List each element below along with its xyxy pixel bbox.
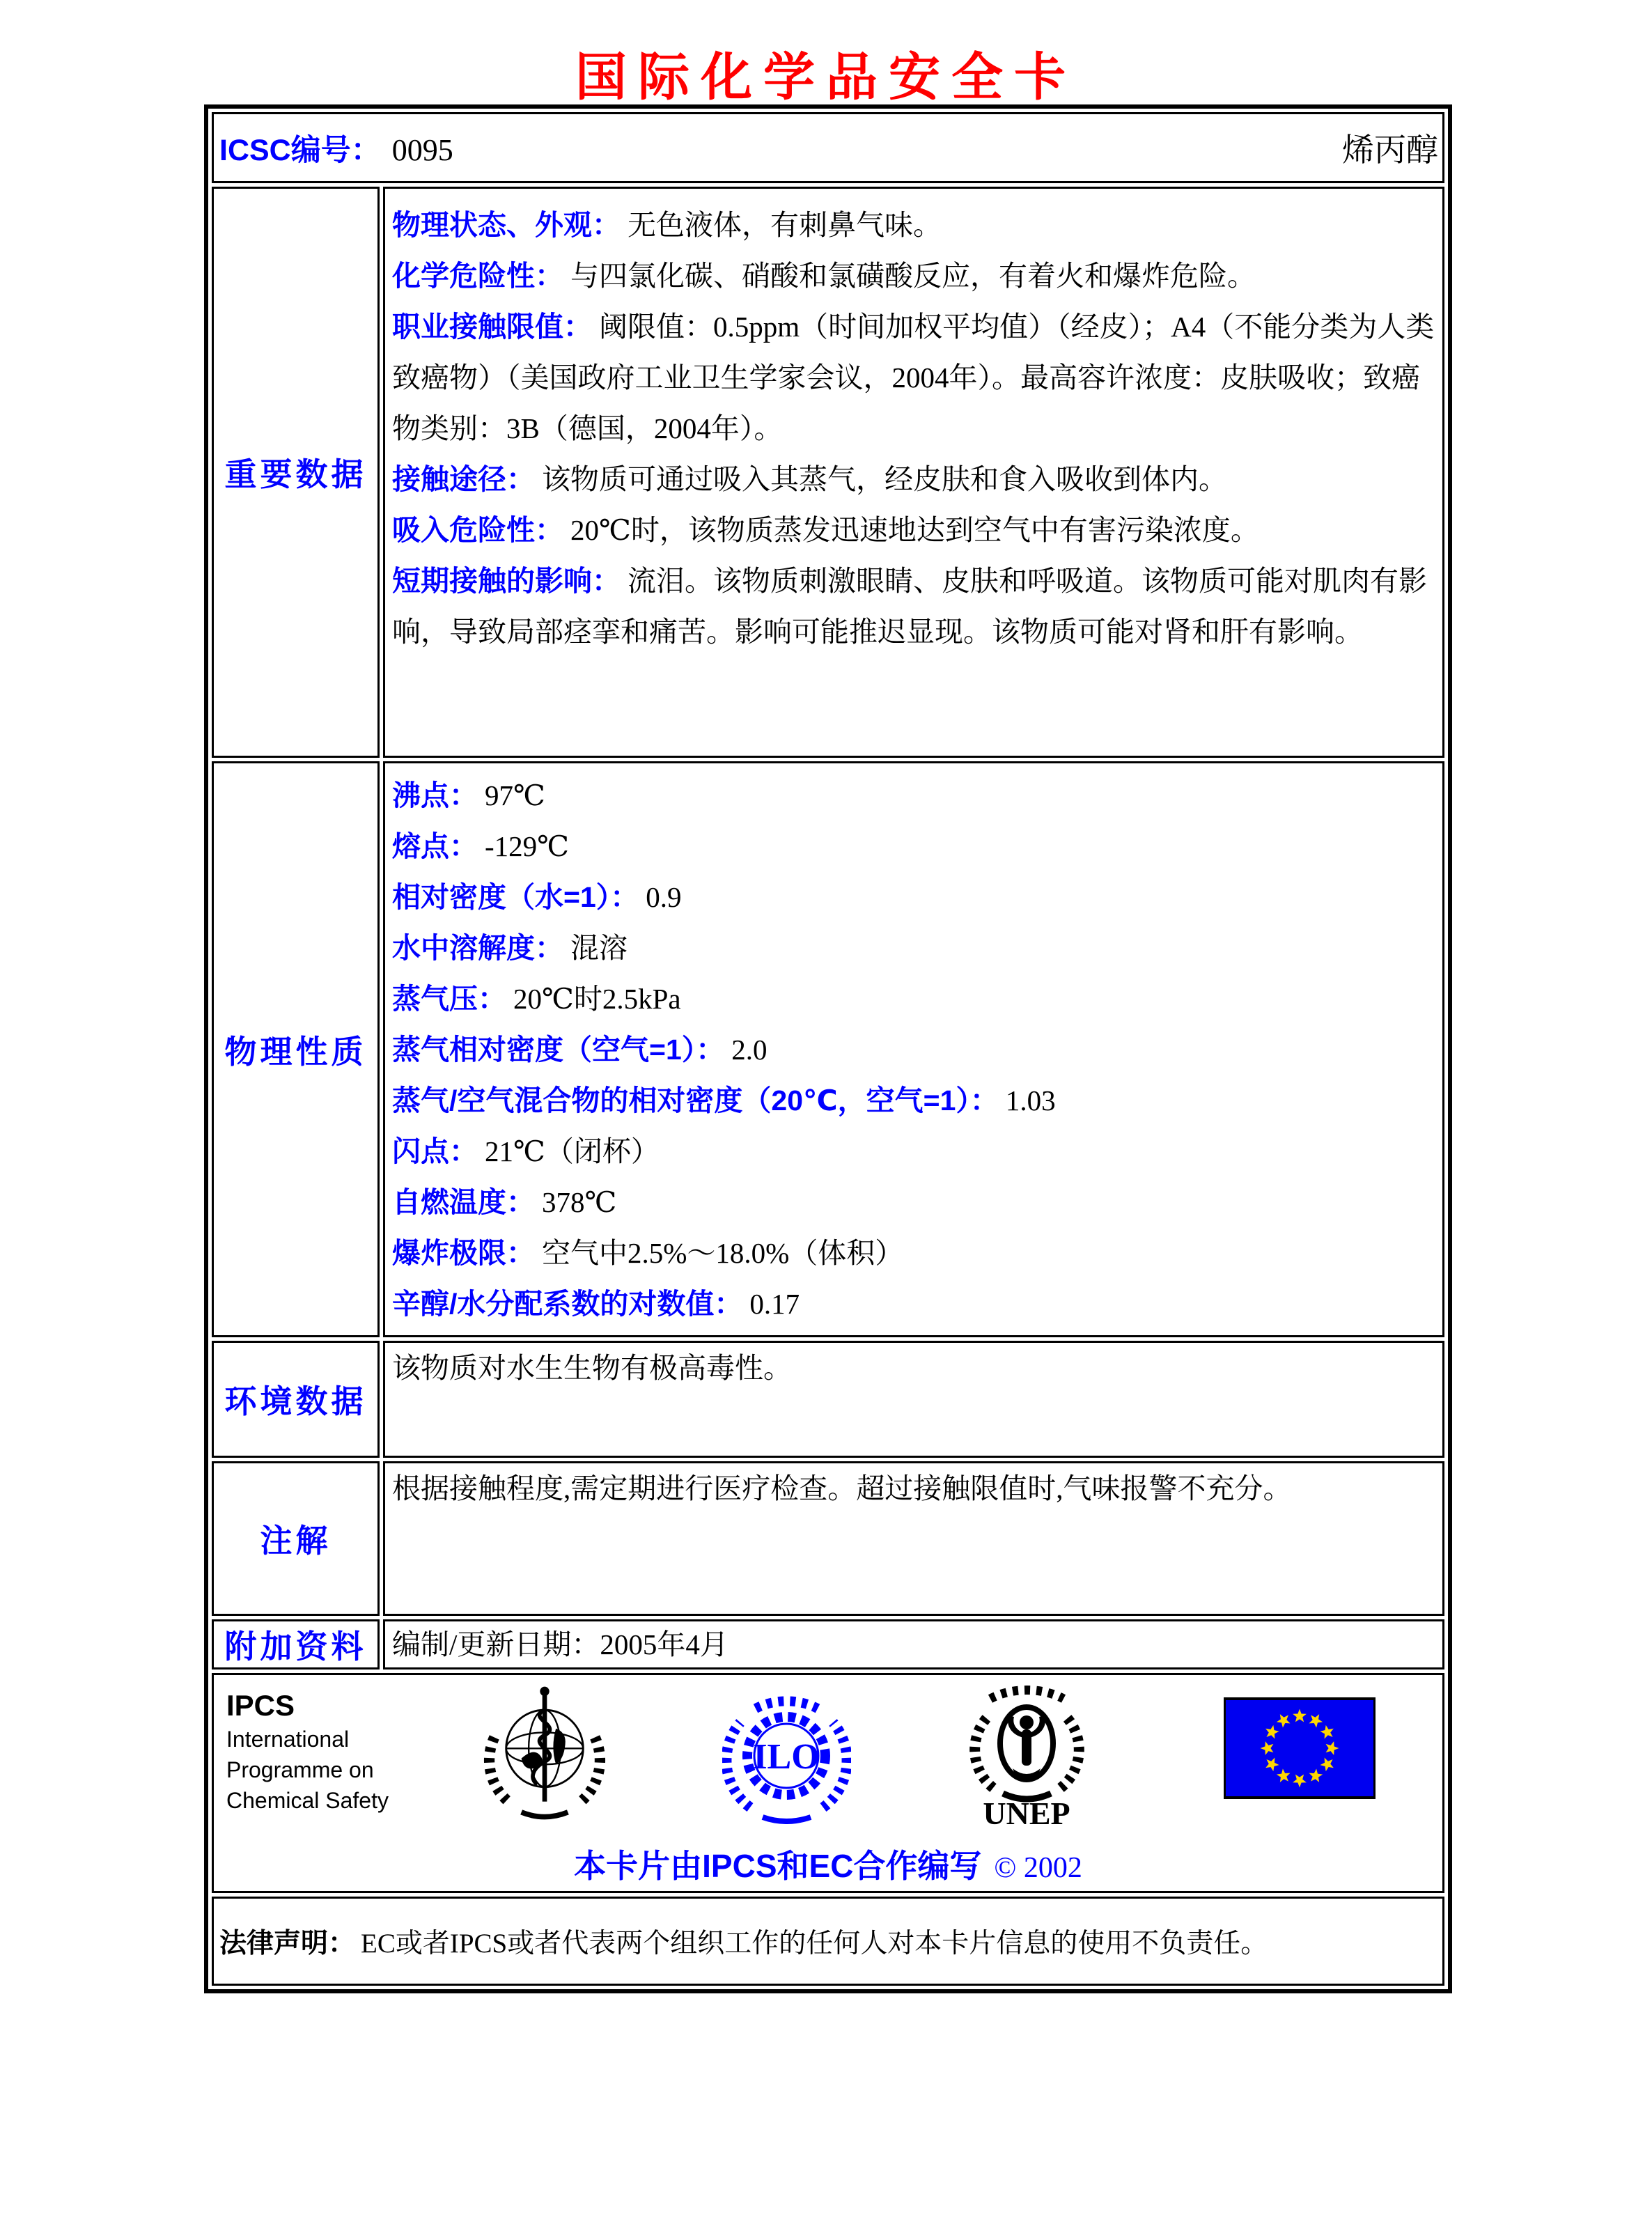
- field-label: 化学危险性：: [392, 260, 563, 292]
- field-label: 爆炸极限：: [392, 1237, 535, 1269]
- physical-properties-row: [212, 761, 1444, 1337]
- field-line: [392, 1279, 1437, 1330]
- important-data-content: [383, 187, 1444, 758]
- field-line: [392, 200, 1437, 251]
- field-value: 混溶: [570, 932, 628, 964]
- field-line: [392, 1177, 1437, 1228]
- field-label: 蒸气相对密度（空气=1）：: [392, 1034, 725, 1066]
- field-line: [392, 770, 1437, 821]
- field-value: 2.0: [731, 1034, 767, 1066]
- logos-row: [212, 1673, 1444, 1893]
- field-value: -129℃: [485, 830, 570, 862]
- field-value: 流泪。该物质刺激眼睛、皮肤和呼吸道。该物质可能对肌肉有影响，导致局部痉挛和痛苦。影响可能推迟显现。该物质可能对肾和肝有影响。: [392, 565, 1427, 648]
- field-value: 0.9: [646, 881, 682, 913]
- field-value: 1.03: [1005, 1084, 1056, 1116]
- legal-notice-label: 法律声明：: [219, 1929, 356, 1959]
- notes-row: [212, 1461, 1444, 1616]
- environmental-data-row: [212, 1341, 1444, 1458]
- field-line: [392, 821, 1437, 872]
- ipcs-line: Chemical Safety: [226, 1788, 389, 1813]
- physical-properties-content: [383, 761, 1444, 1337]
- page-title: 国际化学品安全卡: [575, 48, 1077, 106]
- field-label: 蒸气压：: [392, 983, 506, 1015]
- environmental-data-content: 该物质对水生生物有极高毒性。: [383, 1341, 1444, 1458]
- additional-info-content: [383, 1619, 1444, 1670]
- field-line: [392, 302, 1437, 454]
- field-line: [392, 251, 1437, 302]
- field-label: 物理状态、外观：: [392, 209, 621, 241]
- icsc-number-label: ICSC编号：: [219, 133, 381, 167]
- legal-cell: [212, 1897, 1444, 1986]
- unep-logo-text: UNEP: [983, 1796, 1070, 1830]
- ipcs-title: IPCS: [226, 1689, 295, 1722]
- field-line: [392, 505, 1437, 556]
- field-label: 蒸气/空气混合物的相对密度（20℃，空气=1）：: [392, 1084, 999, 1116]
- ilo-logo-text: ILO: [753, 1737, 820, 1777]
- field-value: 20℃时2.5kPa: [513, 983, 681, 1015]
- logos-cell: [212, 1673, 1444, 1893]
- ipcs-line: International: [226, 1727, 350, 1752]
- field-label: 职业接触限值：: [392, 311, 592, 343]
- important-data-row: [212, 187, 1444, 758]
- field-line: [392, 454, 1437, 505]
- legal-row: [212, 1897, 1444, 1986]
- notes-content: 根据接触程度,需定期进行医疗检查。超过接触限值时,气味报警不充分。: [383, 1461, 1444, 1616]
- field-value: 空气中2.5%～18.0%（体积）: [542, 1237, 904, 1269]
- field-label: 水中溶解度：: [392, 932, 563, 964]
- field-label: 吸入危险性：: [392, 514, 563, 546]
- field-line: [392, 923, 1437, 974]
- credit-text: 本卡片由IPCS和EC合作编写: [574, 1848, 982, 1884]
- field-line: [392, 974, 1437, 1025]
- field-label: 短期接触的影响：: [392, 565, 621, 597]
- additional-info-text: 编制/更新日期：2005年4月: [392, 1628, 728, 1660]
- field-line: [392, 872, 1437, 923]
- field-value: 97℃: [485, 779, 545, 811]
- field-value: 378℃: [542, 1186, 617, 1218]
- icsc-number-value: 0095: [391, 132, 453, 167]
- field-value: 无色液体，有刺鼻气味。: [628, 209, 942, 241]
- ipcs-text-block: [221, 1682, 423, 1816]
- ipcs-line: Programme on: [226, 1757, 374, 1782]
- copyright-text: © 2002: [994, 1852, 1082, 1884]
- field-line: [392, 1228, 1437, 1279]
- field-value: 21℃（闭杯）: [485, 1135, 660, 1167]
- field-label: 辛醇/水分配系数的对数值：: [392, 1288, 743, 1320]
- section-label-notes: 注解: [212, 1461, 380, 1616]
- field-value: 该物质可通过吸入其蒸气，经皮肤和食入吸收到体内。: [542, 463, 1227, 495]
- section-label-additional-info: 附加资料: [212, 1619, 380, 1670]
- field-line: [392, 1126, 1437, 1177]
- field-label: 相对密度（水=1）：: [392, 881, 639, 913]
- field-value: 与四氯化碳、硝酸和氯磺酸反应，有着火和爆炸危险。: [570, 260, 1256, 292]
- field-line: [392, 556, 1437, 657]
- section-label-important-data: 重要数据: [212, 187, 380, 758]
- field-line: [392, 1075, 1437, 1126]
- section-label-environmental-data: 环境数据: [212, 1341, 380, 1458]
- field-line: [392, 1025, 1437, 1075]
- chemical-name: 烯丙醇: [1342, 132, 1438, 168]
- field-value: 0.17: [749, 1288, 800, 1320]
- field-label: 自燃温度：: [392, 1186, 535, 1218]
- eu-flag-icon: [1224, 1697, 1376, 1799]
- field-label: 接触途径：: [392, 463, 535, 495]
- who-logo-icon: [478, 1682, 611, 1825]
- credit-line: [214, 1841, 1442, 1887]
- section-label-physical-properties: 物理性质: [212, 761, 380, 1337]
- ilo-logo-icon: [722, 1688, 851, 1824]
- field-value: 阈限值：0.5ppm（时间加权平均值）（经皮）；A4（不能分类为人类致癌物）（美国政府工业卫生学家会议，2004年）。最高容许浓度：皮肤吸收；致癌物类别：3B（德国，2004年）。: [392, 311, 1435, 444]
- field-label: 熔点：: [392, 830, 478, 862]
- field-value: 20℃时，该物质蒸发迅速地达到空气中有害污染浓度。: [570, 514, 1259, 546]
- field-label: 沸点：: [392, 779, 478, 811]
- header-row: [212, 112, 1444, 183]
- unep-logo-icon: [969, 1682, 1084, 1830]
- field-label: 闪点：: [392, 1135, 478, 1167]
- card-table: [204, 104, 1452, 1993]
- additional-info-row: [212, 1619, 1444, 1670]
- legal-notice-text: EC或者IPCS或者代表两个组织工作的任何人对本卡片信息的使用不负责任。: [361, 1929, 1268, 1959]
- header-cell: [212, 112, 1444, 183]
